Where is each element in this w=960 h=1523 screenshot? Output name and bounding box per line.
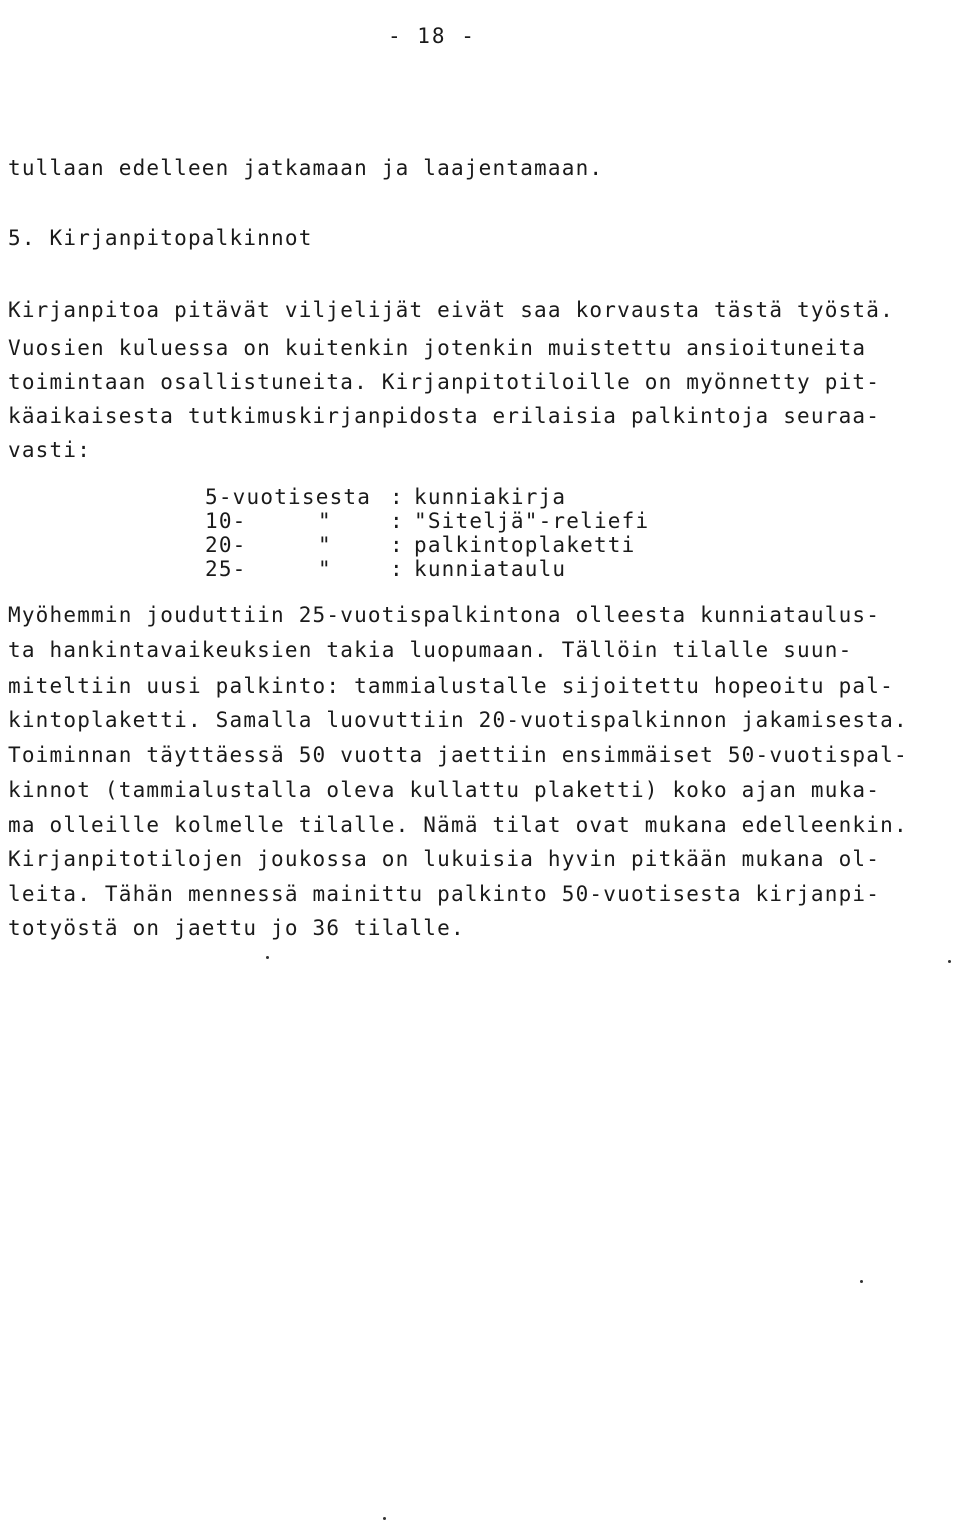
page-number: - 18 - bbox=[388, 24, 476, 48]
scan-speck bbox=[383, 1517, 386, 1520]
paragraph-2-line: ma olleille kolmelle tilalle. Nämä tilat ovat mukana edelleenkin. bbox=[8, 813, 908, 837]
award-ditto-mark: " bbox=[318, 533, 332, 557]
paragraph-1-line: vasti: bbox=[8, 438, 92, 462]
award-colon: : bbox=[390, 557, 404, 581]
paragraph-2-line: leita. Tähän mennessä mainittu palkinto 50-vuotisesta kirjanpi- bbox=[8, 882, 881, 906]
paragraph-1-line: käaikaisesta tutkimuskirjanpidosta erilaisia palkintoja seuraa- bbox=[8, 404, 881, 428]
award-name: palkintoplaketti bbox=[414, 533, 636, 557]
award-colon: : bbox=[390, 485, 404, 509]
section-heading: 5. Kirjanpitopalkinnot bbox=[8, 226, 313, 250]
paragraph-1-line: Kirjanpitoa pitävät viljelijät eivät saa korvausta tästä työstä. bbox=[8, 298, 894, 322]
paragraph-2-line: kinnot (tammialustalla oleva kullattu plaketti) koko ajan muka- bbox=[8, 778, 881, 802]
award-name: kunniakirja bbox=[414, 485, 567, 509]
paragraph-2-line: totyöstä on jaettu jo 36 tilalle. bbox=[8, 916, 465, 940]
award-name: "Siteljä"-reliefi bbox=[414, 509, 650, 533]
award-colon: : bbox=[390, 509, 404, 533]
paragraph-2-line: kintoplaketti. Samalla luovuttiin 20-vuotispalkinnon jakamisesta. bbox=[8, 708, 908, 732]
scan-speck bbox=[266, 956, 269, 959]
award-years: 25- bbox=[205, 557, 247, 581]
paragraph-1-line: Vuosien kuluessa on kuitenkin jotenkin muistettu ansioituneita bbox=[8, 336, 867, 360]
scan-speck bbox=[948, 960, 951, 963]
paragraph-2-line: Kirjanpitotilojen joukossa on lukuisia hyvin pitkään mukana ol- bbox=[8, 847, 881, 871]
text-line-continuation: tullaan edelleen jatkamaan ja laajentamaan. bbox=[8, 156, 604, 180]
paragraph-2-line: Toiminnan täyttäessä 50 vuotta jaettiin ensimmäiset 50-vuotispal- bbox=[8, 743, 908, 767]
scan-speck bbox=[860, 1280, 863, 1283]
paragraph-2-line: miteltiin uusi palkinto: tammialustalle sijoitettu hopeoitu pal- bbox=[8, 674, 894, 698]
paragraph-1-line: toimintaan osallistuneita. Kirjanpitotiloille on myönnetty pit- bbox=[8, 370, 881, 394]
paragraph-2-line: ta hankintavaikeuksien takia luopumaan. Tällöin tilalle suun- bbox=[8, 638, 853, 662]
paragraph-2-line: Myöhemmin jouduttiin 25-vuotispalkintona olleesta kunniataulus- bbox=[8, 603, 881, 627]
award-ditto-mark: " bbox=[318, 557, 332, 581]
award-ditto-mark: " bbox=[318, 509, 332, 533]
award-years: 10- bbox=[205, 509, 247, 533]
award-name: kunniataulu bbox=[414, 557, 567, 581]
award-colon: : bbox=[390, 533, 404, 557]
award-years: 5-vuotisesta bbox=[205, 485, 372, 509]
award-years: 20- bbox=[205, 533, 247, 557]
